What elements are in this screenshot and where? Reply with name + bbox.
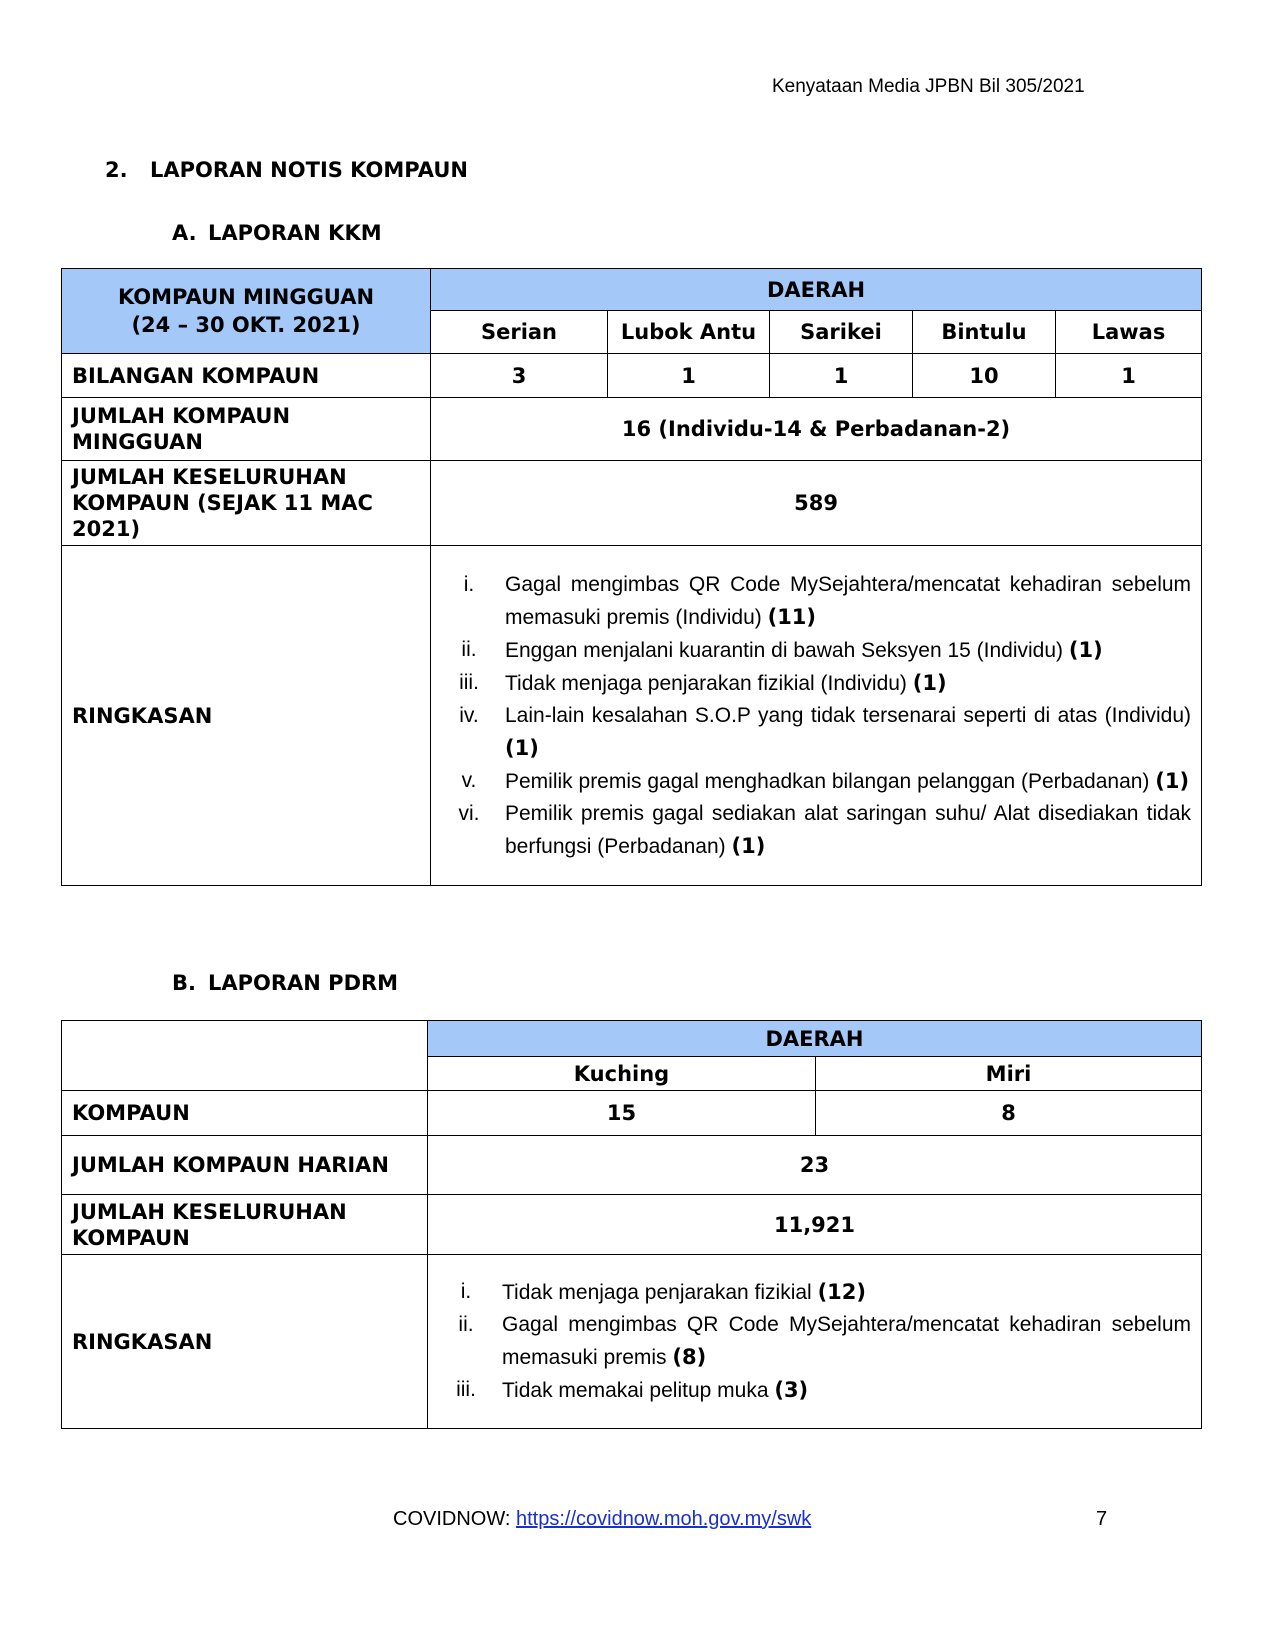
kkm-header-line2: (24 – 30 OKT. 2021) xyxy=(131,313,361,337)
kkm-district: Serian xyxy=(431,311,608,354)
kkm-ringkasan-label: RINGKASAN xyxy=(62,546,431,886)
list-item-text xyxy=(505,700,1191,765)
list-item-desc: Tidak menjaga penjarakan fizikial (Individu) xyxy=(505,671,907,695)
pdrm-compound-table xyxy=(61,1020,1202,1429)
kkm-district: Lubok Antu xyxy=(608,311,770,354)
kkm-header-label xyxy=(62,269,431,354)
list-item-count: (1) xyxy=(1155,768,1190,793)
list-item xyxy=(438,1374,1191,1407)
pdrm-kompaun-label: KOMPAUN xyxy=(62,1091,428,1136)
section-number: 2. xyxy=(105,158,128,182)
pdrm-jumlah-keseluruhan-label: JUMLAH KESELURUHAN KOMPAUN xyxy=(62,1195,428,1255)
list-item-count: (1) xyxy=(912,670,947,695)
list-item-desc: Lain-lain kesalahan S.O.P yang tidak tersenarai seperti di atas (Individu) xyxy=(505,703,1192,727)
kkm-district: Lawas xyxy=(1056,311,1202,354)
footer-label: COVIDNOW: xyxy=(393,1508,516,1530)
list-item-number: i. xyxy=(463,572,475,596)
list-item-text xyxy=(502,1374,1191,1407)
list-item xyxy=(441,798,1191,863)
list-item-text xyxy=(505,667,1191,700)
pdrm-kompaun-value: 15 xyxy=(428,1091,816,1136)
kkm-ringkasan-cell xyxy=(431,546,1202,886)
pdrm-kompaun-value: 8 xyxy=(816,1091,1202,1136)
list-item-count: (3) xyxy=(774,1378,809,1402)
pdrm-jumlah-harian-label: JUMLAH KOMPAUN HARIAN xyxy=(62,1136,428,1195)
kkm-subtitle-letter: A. xyxy=(172,221,197,245)
list-item xyxy=(438,1309,1191,1374)
list-item-number: v. xyxy=(461,768,477,792)
kkm-jumlah-mingguan-value: 16 (Individu-14 & Perbadanan-2) xyxy=(431,398,1202,461)
list-item-desc: Gagal mengimbas QR Code MySejahtera/mencatat kehadiran sebelum memasuki premis (Individu) xyxy=(505,572,1192,629)
pdrm-ringkasan-label: RINGKASAN xyxy=(62,1255,428,1429)
list-item-desc: Gagal mengimbas QR Code MySejahtera/mencatat kehadiran sebelum memasuki premis xyxy=(502,1313,1191,1369)
pdrm-ringkasan-list xyxy=(438,1276,1191,1407)
list-item-count: (1) xyxy=(731,833,766,858)
list-item-text xyxy=(502,1276,1191,1309)
kkm-ringkasan-list xyxy=(441,569,1191,863)
pdrm-jumlah-keseluruhan-value: 11,921 xyxy=(428,1195,1202,1255)
list-item-count: (1) xyxy=(1068,637,1103,662)
kkm-compound-table xyxy=(61,268,1202,886)
covidnow-link[interactable]: https://covidnow.moh.gov.my/swk xyxy=(515,1508,812,1530)
kkm-daerah-header: DAERAH xyxy=(431,269,1202,311)
kkm-bilangan-value: 10 xyxy=(913,354,1056,398)
list-item xyxy=(441,667,1191,700)
pdrm-district: Miri xyxy=(816,1057,1202,1091)
kkm-district: Bintulu xyxy=(913,311,1056,354)
list-item-text xyxy=(505,634,1191,667)
list-item-desc: Tidak memakai pelitup muka xyxy=(502,1379,769,1402)
list-item-desc: Enggan menjalani kuarantin di bawah Seksyen 15 (Individu) xyxy=(505,638,1064,662)
list-item-number: i. xyxy=(460,1280,472,1303)
list-item-count: (11) xyxy=(767,604,817,629)
pdrm-daerah-header: DAERAH xyxy=(428,1021,1202,1057)
kkm-jumlah-keseluruhan-value: 589 xyxy=(431,461,1202,546)
list-item-count: (8) xyxy=(672,1345,707,1369)
list-item-number: iii. xyxy=(456,1378,476,1401)
kkm-header-line1: KOMPAUN MINGGUAN xyxy=(117,285,375,309)
kkm-bilangan-value: 3 xyxy=(431,354,608,398)
list-item-desc: Pemilik premis gagal menghadkan bilangan pelanggan (Perbadanan) xyxy=(505,769,1150,793)
page-number: 7 xyxy=(1096,1508,1108,1530)
list-item xyxy=(441,765,1191,798)
kkm-bilangan-value: 1 xyxy=(770,354,913,398)
pdrm-ringkasan-cell xyxy=(428,1255,1202,1429)
list-item xyxy=(438,1276,1191,1309)
pdrm-header-empty xyxy=(62,1021,428,1091)
list-item-text xyxy=(505,798,1191,863)
kkm-bilangan-value: 1 xyxy=(1056,354,1202,398)
list-item-count: (12) xyxy=(817,1280,866,1304)
footer xyxy=(393,1508,811,1531)
list-item-text xyxy=(502,1309,1191,1374)
pdrm-district: Kuching xyxy=(428,1057,816,1091)
document-reference: Kenyataan Media JPBN Bil 305/2021 xyxy=(772,76,1085,97)
list-item-number: ii. xyxy=(458,1313,474,1336)
list-item-desc: Tidak menjaga penjarakan fizikial xyxy=(502,1281,812,1304)
kkm-district: Sarikei xyxy=(770,311,913,354)
section-title xyxy=(105,158,468,182)
list-item-count: (1) xyxy=(505,735,539,760)
list-item-number: iv. xyxy=(459,703,479,727)
list-item xyxy=(441,700,1191,765)
kkm-jumlah-keseluruhan-label: JUMLAH KESELURUHAN KOMPAUN (SEJAK 11 MAC 2021) xyxy=(62,461,431,546)
list-item xyxy=(441,569,1191,634)
kkm-jumlah-mingguan-label: JUMLAH KOMPAUN MINGGUAN xyxy=(62,398,431,461)
pdrm-subtitle-text: LAPORAN PDRM xyxy=(208,971,399,995)
kkm-subtitle-text: LAPORAN KKM xyxy=(208,221,382,245)
kkm-bilangan-label: BILANGAN KOMPAUN xyxy=(62,354,431,398)
kkm-subtitle xyxy=(172,221,382,245)
pdrm-subtitle xyxy=(172,971,398,995)
section-title-text: LAPORAN NOTIS KOMPAUN xyxy=(150,158,468,182)
list-item-desc: Pemilik premis gagal sediakan alat saringan suhu/ Alat disediakan tidak berfungsi (Perbadanan) xyxy=(505,801,1192,858)
pdrm-jumlah-harian-value: 23 xyxy=(428,1136,1202,1195)
list-item xyxy=(441,634,1191,667)
list-item-text xyxy=(505,569,1191,634)
pdrm-subtitle-letter: B. xyxy=(172,971,196,995)
list-item-number: iii. xyxy=(459,670,479,694)
list-item-number: vi. xyxy=(458,801,480,825)
list-item-number: ii. xyxy=(461,637,477,661)
kkm-bilangan-value: 1 xyxy=(608,354,770,398)
list-item-text xyxy=(505,765,1191,798)
